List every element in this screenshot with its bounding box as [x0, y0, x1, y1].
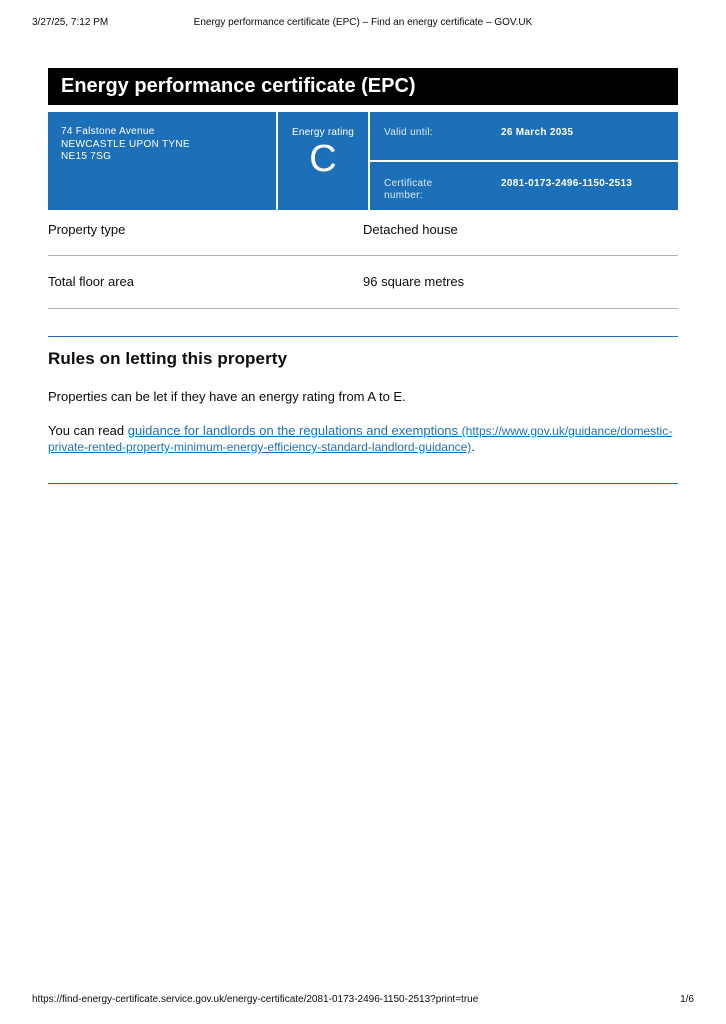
guidance-link-url: (https://www.gov.uk/guidance/domestic-private-rented-property-minimum-energy-efficiency-standard-landlord-guidance): [48, 424, 673, 454]
energy-rating-value: C: [309, 138, 337, 180]
energy-rating-label: Energy rating: [291, 127, 355, 138]
letting-rules-heading: Rules on letting this property: [48, 349, 288, 368]
valid-until-label: Valid until:: [384, 127, 433, 138]
page-title: Energy performance certificate (EPC): [61, 75, 416, 97]
address-line-3: NE15 7SG: [61, 151, 112, 162]
section-divider: [48, 483, 678, 484]
print-header: [32, 17, 694, 31]
property-address: [48, 112, 276, 210]
certificate-number-row: [370, 162, 678, 210]
print-datetime: 3/27/25, 7:12 PM: [32, 17, 109, 28]
address-line-1: 74 Falstone Avenue: [61, 126, 155, 137]
property-summary-list: [48, 210, 678, 309]
summary-value: Detached house: [363, 222, 458, 237]
valid-until-row: [370, 112, 678, 160]
print-document-title: Energy performance certificate (EPC) – Find an energy certificate – GOV.UK: [193, 17, 533, 28]
certificate-title-bar: [48, 68, 678, 105]
certificate-number-label: Certificate number:: [384, 178, 433, 201]
print-footer: [32, 994, 694, 1008]
summary-key: Total floor area: [48, 274, 134, 289]
summary-key: Property type: [48, 222, 126, 237]
guidance-suffix: .: [471, 439, 475, 454]
print-url: https://find-energy-certificate.service.gov.uk/energy-certificate/2081-0173-2496-1150-2513?print=true: [32, 994, 479, 1005]
page-number: 1/6: [680, 994, 694, 1005]
guidance-prefix: You can read: [48, 423, 128, 438]
section-divider: [48, 336, 678, 337]
letting-rules-paragraph: Properties can be let if they have an energy rating from A to E.: [48, 389, 406, 404]
summary-value: 96 square metres: [363, 274, 465, 289]
valid-until-value: 26 March 2035: [501, 127, 574, 138]
certificate-summary-panel: [48, 112, 678, 210]
landlord-guidance-link[interactable]: [48, 423, 672, 454]
summary-row-property-type: [48, 210, 678, 256]
address-line-2: NEWCASTLE UPON TYNE: [61, 138, 190, 150]
landlord-guidance-paragraph: [48, 423, 678, 455]
certificate-meta: [370, 112, 678, 210]
summary-row-floor-area: [48, 256, 678, 309]
energy-rating-box: [278, 112, 368, 210]
guidance-link-text: guidance for landlords on the regulations and exemptions: [127, 423, 459, 438]
certificate-number-value: 2081-0173-2496-1150-2513: [501, 178, 633, 189]
main-content: [48, 68, 678, 484]
